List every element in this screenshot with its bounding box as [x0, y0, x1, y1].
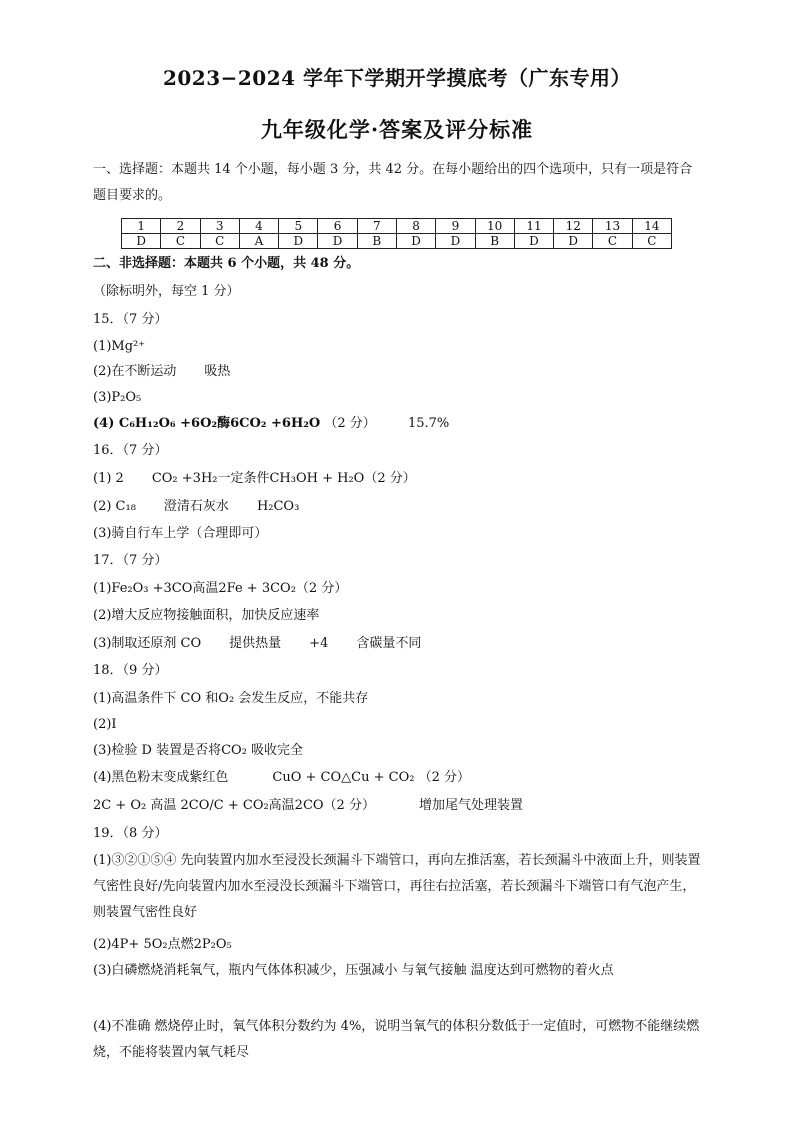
q19-answer-1: (1)③②①⑤④ 先向装置内加水至浸没长颈漏斗下端管口，再向左推活塞，若长颈漏斗中液面上升，则装置气密性良好/先向装置内加水至浸没长颈漏斗下端管口，再往右拉活塞，若长颈漏斗下端管口有气泡产生，则装置气密性良好	[93, 853, 701, 920]
q18-answer-1: (1)高温条件下 CO 和O₂ 会发生反应，不能共存	[93, 691, 369, 706]
question-number: 4	[239, 219, 278, 234]
q16-equation: CO₂ +3H₂一定条件CH₃OH + H₂O（2 分）	[151, 471, 416, 486]
q15-answer-2-part1: (2)在不断运动	[93, 364, 177, 379]
q16-answer-3: (3)骑自行车上学（合理即可）	[93, 526, 268, 541]
q18-equation: CuO + CO△Cu + CO₂ （2 分）	[272, 770, 470, 785]
question-number: 14	[632, 219, 671, 234]
answer-cell: D	[122, 234, 161, 249]
question-number: 1	[122, 219, 161, 234]
answer-table-number-row	[122, 219, 672, 234]
q16-answer-2-part1: (2) C₁₈	[93, 499, 136, 514]
q18-heading: 18．（9 分）	[93, 663, 168, 678]
q16-heading: 16．（7 分）	[93, 443, 168, 458]
answer-cell: C	[161, 234, 200, 249]
q15-answer-4	[93, 415, 449, 433]
question-number: 9	[436, 219, 475, 234]
answer-cell: D	[514, 234, 553, 249]
answer-cell: D	[318, 234, 357, 249]
answer-table-answer-row	[122, 234, 672, 249]
q17-answer-3	[93, 635, 421, 653]
q17-answer-2: (2)增大反应物接触面积，加快反应速率	[93, 608, 320, 623]
answer-cell: C	[200, 234, 239, 249]
section1-instructions: 一、选择题：本题共 14 个小题，每小题 3 分，共 42 分。在每小题给出的四个选项中，只有一项是符合题目要求的。	[93, 162, 693, 203]
q16-answer-2-part3: H₂CO₃	[256, 499, 300, 514]
q16-answer-1	[93, 470, 416, 488]
answer-cell: D	[554, 234, 593, 249]
q15-equation-score: （2 分）	[324, 416, 376, 431]
q15-heading: 15．（7 分）	[93, 312, 168, 327]
q16-answer-2	[93, 498, 299, 516]
question-number: 13	[593, 219, 632, 234]
q18-answer-3: (3)检验 D 装置是否将CO₂ 吸收完全	[93, 743, 304, 758]
q17-heading: 17．（7 分）	[93, 553, 168, 568]
q17-answer-3-part1: (3)制取还原剂 CO	[93, 636, 202, 651]
q15-percentage: 15.7%	[407, 416, 450, 431]
q15-answer-2	[93, 363, 230, 381]
q15-answer-3: (3)P₂O₅	[93, 390, 142, 405]
q19-answer-2: (2)4P+ 5O₂点燃2P₂O₅	[93, 937, 232, 952]
section2-note: （除标明外，每空 1 分）	[93, 284, 240, 299]
question-number: 12	[554, 219, 593, 234]
answer-cell: C	[593, 234, 632, 249]
q15-answer-2-part2: 吸热	[204, 364, 231, 379]
answer-table	[121, 218, 672, 249]
answer-cell: A	[239, 234, 278, 249]
document-subtitle: 九年级化学·答案及评分标准	[260, 117, 534, 142]
q18-answer-5	[93, 797, 523, 815]
answer-cell: B	[475, 234, 514, 249]
question-number: 10	[475, 219, 514, 234]
section2-heading: 二、非选择题：本题共 6 个小题，共 48 分。	[93, 256, 360, 271]
question-number: 11	[514, 219, 553, 234]
q18-answer-5-part2: 增加尾气处理装置	[418, 798, 523, 813]
q18-answer-2: (2)I	[93, 717, 117, 732]
q17-answer-3-part3: +4	[309, 636, 329, 651]
question-number: 3	[200, 219, 239, 234]
q19-answer-3: (3)白磷燃烧消耗氧气，瓶内气体体积减少，压强减小 与氧气接触 温度达到可燃物的着火点	[93, 963, 614, 978]
document-title: 2023−2024 学年下学期开学摸底考（广东专用）	[162, 66, 632, 90]
answer-cell: D	[279, 234, 318, 249]
question-number: 7	[357, 219, 396, 234]
answer-cell: D	[436, 234, 475, 249]
q15-answer-1: (1)Mg²⁺	[93, 339, 146, 354]
q17-answer-3-part2: 提供热量	[229, 636, 282, 651]
q18-answer-4-part1: (4)黑色粉末变成紫红色	[93, 770, 229, 785]
q16-answer-1-part1: (1) 2	[93, 471, 124, 486]
q16-answer-2-part2: 澄清石灰水	[163, 499, 229, 514]
question-number: 2	[161, 219, 200, 234]
q15-equation: (4) C₆H₁₂O₆ +6O₂酶6CO₂ +6H₂O	[93, 416, 321, 431]
q18-answer-4	[93, 769, 470, 787]
answer-cell: D	[396, 234, 435, 249]
q19-heading: 19．（8 分）	[93, 826, 168, 841]
question-number: 5	[279, 219, 318, 234]
question-number: 6	[318, 219, 357, 234]
q17-answer-1: (1)Fe₂O₃ +3CO高温2Fe + 3CO₂（2 分）	[93, 581, 348, 596]
q19-answer-4: (4)不准确 燃烧停止时，氧气体积分数约为 4%，说明当氧气的体积分数低于一定值时，可燃物不能继续燃烧，不能将装置内氧气耗尽	[93, 1019, 700, 1060]
q17-answer-3-part4: 含碳量不同	[356, 636, 422, 651]
answer-cell: C	[632, 234, 671, 249]
question-number: 8	[396, 219, 435, 234]
q18-equations: 2C + O₂ 高温 2CO/C + CO₂高温2CO（2 分）	[93, 798, 375, 813]
answer-cell: B	[357, 234, 396, 249]
